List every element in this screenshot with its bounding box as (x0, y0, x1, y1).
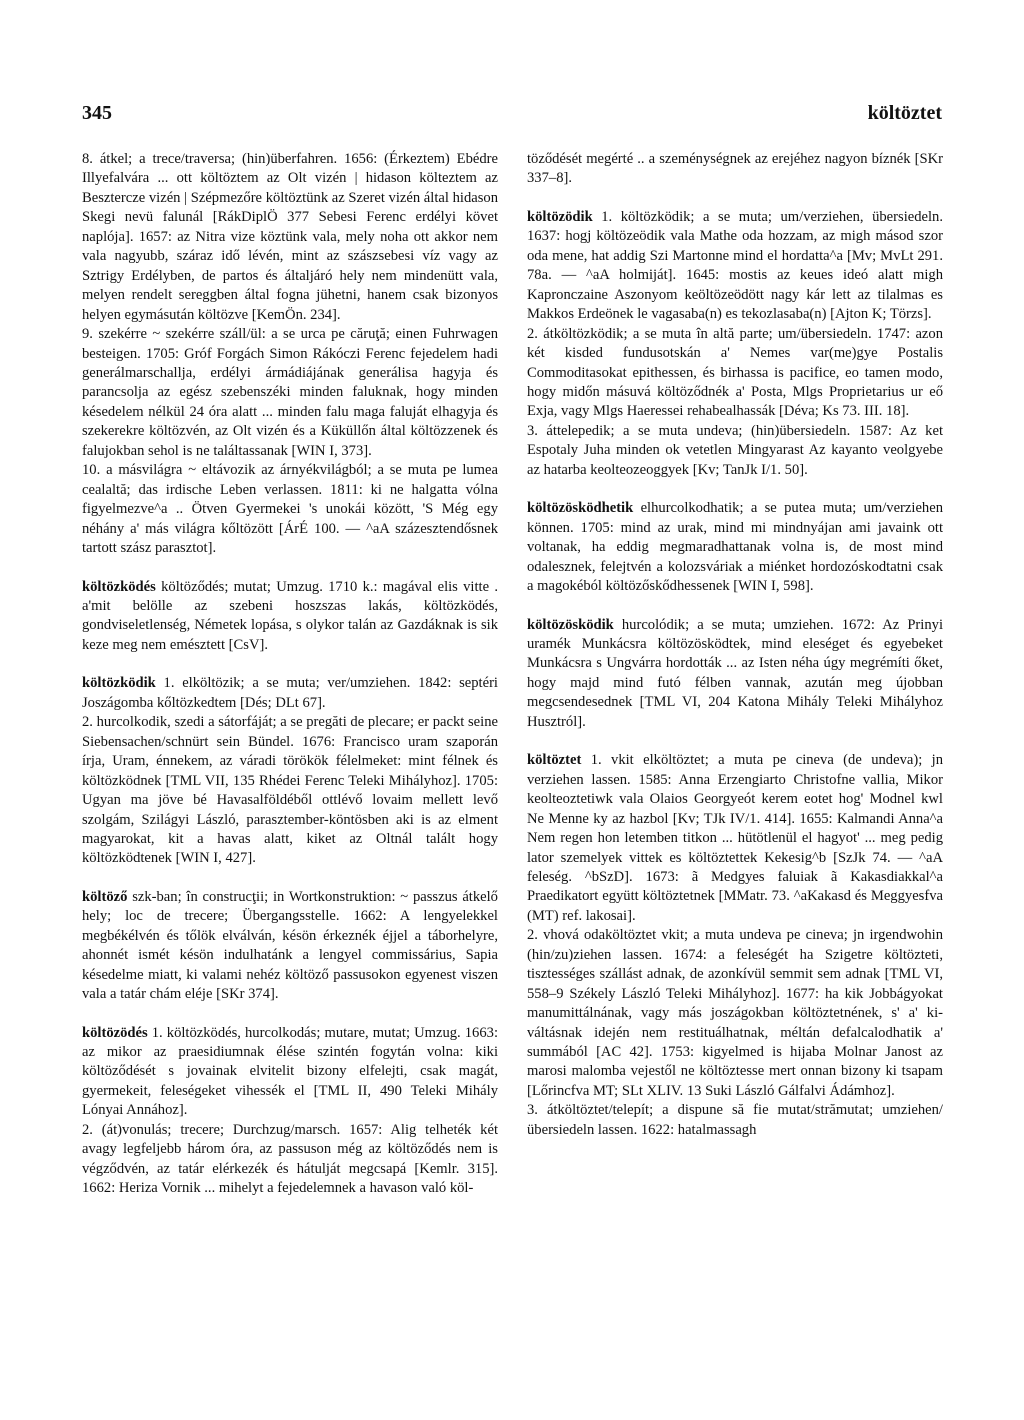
entry-text: 1. elköltözik; a se muta; ver/umziehen. 1842: septéri Joszágomba kőltözkedtem [Dés; DLt 67]. (82, 675, 498, 711)
sense-paragraph: 2. hurcolkodik, szedi a sátorfáját; a se pregăti de plecare; er packt seine Siebensachen/schnürt sein Bündel. 1676: Francisco uram szaporán írja, Uram, énnekem, az váradi törökök félelmeket: mint félnek és költözködnek [TML VII, 135 Rhédei Ferenc Teleki Mihályhoz]. 1705: Ugyan ma jöve bé Havasalföldéből ottlévő lovaim mellett levő szolgám, Szilágyi László, parasztember-köntösben aki is az elment magyarokat, kit a havas alatt, kiket az Oltnál talált hogy költözködtenek [WIN I, 427]. (82, 714, 498, 867)
entry-text: hurcolódik; a se muta; umziehen. 1672: Az Prinyi uramék Munkácsra költözösködtek, mind eleséget és egyebeket Munkácsra s Ungvárra hordották ... az Isten néha úgy megrémíti őket, hogy majd mind futó félben vannak, azután meg újobban megcsendesednek [TML VI, 204 Katona Mihály Teleki Mihályhoz Husztról]. (527, 616, 943, 730)
dictionary-entry (527, 208, 943, 325)
dictionary-entry (82, 578, 498, 656)
dictionary-entry (82, 888, 498, 1005)
entry-headword: költözködik (82, 675, 156, 692)
entry-text: 1. költözködés, hurcolkodás; mutare, mutat; Umzug. 1663: az mikor az praesidiumnak élése szintén fogytán volna: kiki költöződését s jovainak elvitelit bizony elfelejti, csak magát, gyermekeit, feleségeket vihessék el [TML II, 490 Teleki Mihály Lónyai Annához]. (82, 1024, 498, 1119)
entry-text: szk-ban; în construcţii; in Wortkonstruktion: ~ passzus átkelő hely; loc de trecere; Übergangsstelle. 1662: A lengyelekkel megbékélvén és tőlök elválván, késön érkeznék éjjel a táborhelyre, ahonnét ismét késön indulhatánk a lengyel commissárius, Sapia késedelme miatt, ki valami nehéz költöző passusokon egyenest viszen vala a tatár chám eléje [SKr 374]. (82, 888, 498, 1003)
sense-paragraph: 3. átköltöztet/telepít; a dispune să fie mutat/strămutat; umziehen/übersiedeln lassen. 1622: hatalmassagh (527, 1102, 943, 1138)
entry-headword: költöző (82, 888, 128, 905)
entry-text: elhurcolkodhatik; a se putea muta; um/verziehen können. 1705: mind az urak, mind mi mindnyájan ami javaink ott voltanak, ha eddig megmaradhattanak volna is, de most mind odalesznek, felejtvén a kolozsváriak a miénket hordozóskodtatni csak a magokéból költözőskődhessenek [WIN I, 598]. (527, 500, 943, 595)
sense-paragraph: 9. szekérre ~ szekérre száll/ül: a se urca pe căruţă; einen Fuhrwagen besteigen. 1705: Gróf Forgách Simon Rákóczi Ferenc fejedelem hadi generálmarschallja, erdélyi ármádiájának generálisa hagyja és parancsolja az egész szebenszéki minden faluknak, hogy minden késedelem nélkül 24 óra alatt ... minden falu maga faluját elhagyja és szekerekre költözvén, az Olt vizén és a Küküllőn által költözzenek és falujokban sehol is ne találtassanak [WIN I, 373]. (82, 326, 498, 459)
sense-paragraph: töződését megérté .. a szeménységnek az erejéhez nagyon bíznék [SKr 337–8]. (527, 151, 943, 187)
right-column (527, 150, 943, 1140)
sense-paragraph: 2. vhová odaköltöztet vkit; a muta undeva pe cineva; jn irgendwohin (hin/zu)ziehen lassen. 1674: a feleségét ha Szigetre költözteti, tisztességes szállást adnak, de azonkívül semmit sem adnak [TML VI, 558–9 Székely László Teleki Mihályhoz]. 1677: ha kik Jobbágyokat manumittálnának, vagy más joszágokban költöztetnének, s' a' ki-váltásnak idején nem restituálhatnak, méltán defalcalodhatik a' summából [AC 42]. 1753: kigyelmed is hijaba Molnar Janost az marosi malomba vejestől ne költöztesse mert onnan bizony ki tsapam [Lőrincfva MT; SLt XLIV. 13 Suki László Gálfalvi Ádámhoz]. (527, 927, 943, 1099)
running-head: költöztet (867, 102, 942, 124)
entry-headword: költözödik (527, 208, 593, 225)
dictionary-entry (527, 499, 943, 596)
dictionary-entry (527, 616, 943, 733)
entry-headword: költözösködhetik (527, 500, 634, 517)
entry-text: 1. költözködik; a se muta; um/verziehen, übersiedeln. 1637: hogj költözeödik vala Mathe oda hozzam, az migh másod szor oda mene, hat addig Szi Martonne mind el hordatta^a [Mv; MvLt 291. 78a. — ^aA holmiját]. 1645: mostis az keues ideó alatt migh Kapronczaine Aszonyom keöltözeödött nagy kár lett az tilalmas es Makkos Erdeönek le vagasaba(n) es tekozlasaba(n) [Ajton K; Törzs]. (527, 208, 943, 323)
sense-paragraph: 2. (át)vonulás; trecere; Durchzug/marsch. 1657: Alig telheték két avagy legfeljebb három óra, az passuson még az költöződés nem is végződvén, az tatár elérkezék és hátulját megcsapá [Kemlr. 315]. 1662: Heriza Vornik ... mihelyt a fejedelemnek a havason való köl- (82, 1121, 498, 1197)
entry-text: 1. vkit elköltöztet; a muta pe cineva (de undeva); jn verziehen lassen. 1585: Anna Erzengiarto Christofne vallia, Mikor keolteoztetiwk vala Olaios Georgyeót kerem eotet hog' Modnel kwl Ne Menne ky az hazbol [Kv; TJk IV/1. 414]. 1655: Kalmandi Anna^a Nem regen hon letemben titkon ... hütötlenül el hagyot' ... meg pedig lator szemelyek vittek es költöztettek Kekesig^b [SzJk 74. — ^aA feleség. ^bSzD]. 1673: ã Medgyes faluiak ã Kakasdiakkal^a Praedikatort együtt költöztetnek [MMatr. 73. ^aKakasd és Meggyesfva (MT) ref. lakosai]. (527, 752, 943, 924)
sense-paragraph: 3. áttelepedik; a se muta undeva; (hin)übersiedeln. 1587: Az ket Espotaly Juha minden ok vetetlen Mingyarast Az kayanto veolgyebe az hatarba keolteozeoggyek [Kv; TanJk I/1. 50]. (527, 422, 943, 478)
dictionary-entry (527, 751, 943, 926)
entry-headword: költözödés (82, 1024, 148, 1041)
entry-headword: költöztet (527, 752, 582, 769)
sense-paragraph: 10. a másvilágra ~ eltávozik az árnyékvilágból; a se muta pe lumea cealaltă; das irdische Leben verlassen. 1811: ki ne halgatta vólna figyelmezve^a .. Ötven Gyermekei 's unokái között, 'S Még egy néhány a' más világra kőltözött [ÁrÉ 100. — ^aA százesztendősnek tartott szász parasztot]. (82, 462, 498, 557)
sense-paragraph: 8. átkel; a trece/traversa; (hin)überfahren. 1656: (Érkeztem) Ebédre Illyefalvára ... ott költöztem az Olt vizén | hidason költeztem az Besztercze vizén | Szépmezőre költöztünk az Szeret vizén által hidason Skegi nevü falunál [RákDiplÖ 377 Sebesi Ferenc erdélyi követ naplója]. 1657: az Nitra vize köztünk vala, mely noha ott akkor nem vala nagyubb, száraz idő lévén, mint az szászsebesi víz vagy az Sztrigy Erdélyben, de partos és általjáró hely nem mindenütt vala, melyen rendelt sereggben által fogna jühetni, hanem csak bizonyos helyen egymásután költözve [KemÖn. 234]. (82, 151, 498, 323)
entry-headword: költözködés (82, 578, 156, 595)
dictionary-entry (82, 674, 498, 713)
dictionary-entry (82, 1024, 498, 1121)
entry-text: költöződés; mutat; Umzug. 1710 k.: magával elis vitte . a'mit belölle az szebeni hoszszas lakás, költözködés, gondviseletlenség, Németek lopása, s olykor talán az Gazdáknak is sik keze meg nem emésztett [CsV]. (82, 578, 499, 653)
entry-headword: költözösködik (527, 616, 614, 633)
sense-paragraph: 2. átköltözködik; a se muta în altă parte; um/übersiedeln. 1747: azon két kisded fundusotskán a' Nemes var(me)gye Postalis Commoditasokat epithessen, és birhassa is pacifice, eo tamen modo, hogy midőn másuvá költöződnék a' Posta, Mlgs Proprietarius ur eő Exja, vagy Mlgs Haeressei rehabealhassák [Déva; Ks 73. III. 18]. (527, 325, 943, 420)
left-column (82, 150, 498, 1199)
page-number: 345 (82, 102, 112, 124)
